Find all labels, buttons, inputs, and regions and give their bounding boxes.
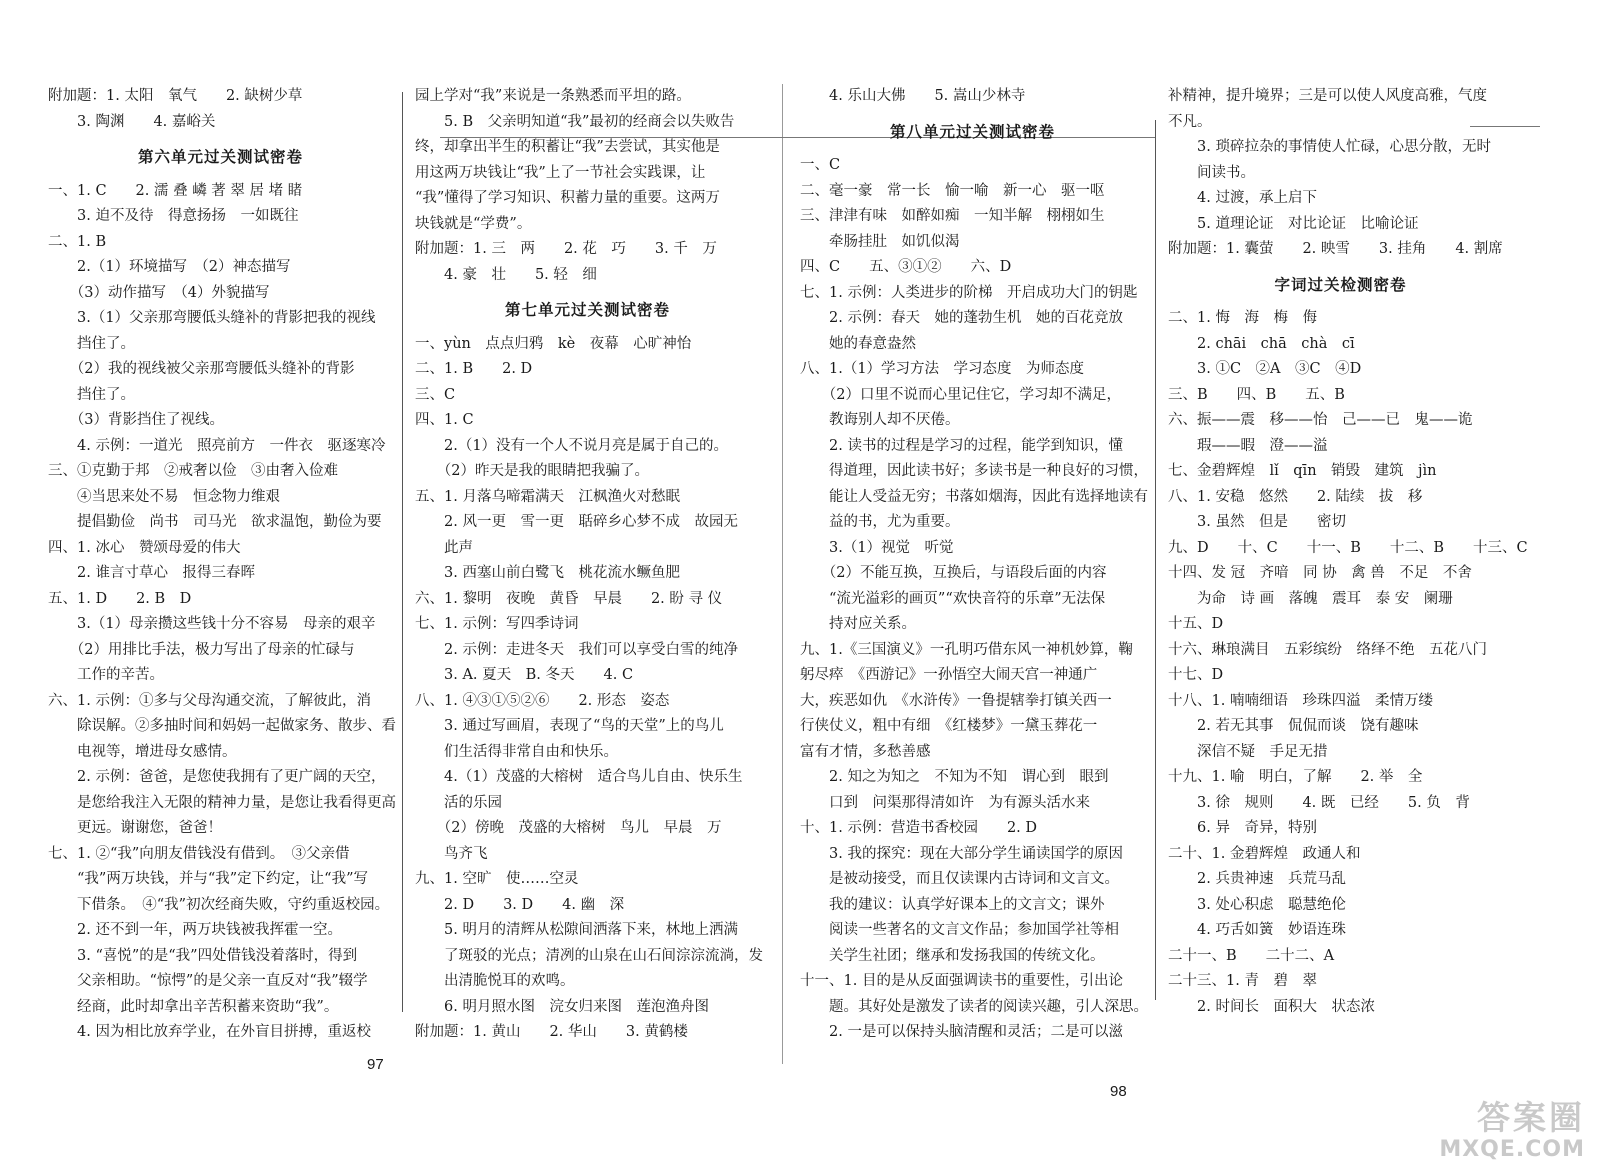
answer-line: 大，疾恶如仇 《水浒传》一鲁提辖拳打镇关西一 [800, 692, 1112, 709]
answer-line: 3. 处心积虑 聪慧绝伦 [1168, 896, 1346, 913]
answer-line: 3. 迫不及待 得意扬扬 一如既往 [48, 208, 299, 224]
column-divider-left [402, 92, 403, 1012]
answer-line: 5. B 父亲明知道“我”最初的经商会以失败告 [415, 113, 735, 130]
answer-line: 六、振——震 移——怡 己——已 鬼——诡 [1168, 412, 1473, 428]
answer-line: 瑕——暇 澄——溢 [1168, 437, 1328, 454]
answer-line: 更远。谢谢您，爸爸！ [48, 820, 222, 836]
answer-line: 2. 风一更 雪一更 聒碎乡心梦不成 故园无 [415, 514, 738, 530]
answer-line: 教诲别人却不厌倦。 [800, 412, 960, 428]
answer-line: 四、C 五、③①② 六、D [800, 259, 1012, 275]
answer-line: 2. 示例：春天 她的蓬勃生机 她的百花竞放 [800, 310, 1123, 326]
answer-line: 5. 明月的清辉从松隙间洒落下来，林地上洒满 [415, 922, 738, 938]
answer-line: 持对应关系。 [800, 616, 916, 632]
answer-line: 4. 乐山大佛 5. 嵩山少林寺 [800, 88, 1026, 104]
answer-line: 牵肠挂肚 如饥似渴 [800, 233, 960, 250]
answer-line: 2. 知之为知之 不知为不知 谓心到 眼到 [800, 769, 1109, 785]
answer-line: 5. 道理论证 对比论证 比喻论证 [1168, 215, 1419, 232]
answer-line: 4. 豪 壮 5. 轻 细 [415, 266, 597, 283]
answer-line: 二十、1. 金碧辉煌 政通人和 [1168, 845, 1361, 862]
answer-line: 她的春意盎然 [800, 335, 916, 352]
answer-line: 出清脆悦耳的欢鸣。 [415, 973, 575, 989]
answer-line: 补精神，提升境界；三是可以使人风度高雅，气度 [1168, 88, 1487, 104]
answer-column-4 [1168, 84, 1528, 1020]
answer-line: 四、1. C [415, 412, 474, 428]
answer-line: 附加题：1. 黄山 2. 华山 3. 黄鹤楼 [415, 1024, 688, 1040]
answer-line: （2）不能互换，互换后，与语段后面的内容 [800, 565, 1107, 581]
answer-line: 九、1.《三国演义》一孔明巧借东风一神机妙算，鞠 [800, 641, 1133, 658]
answer-line: 十四、发 冠 齐喑 同 协 禽 兽 不足 不舍 [1168, 565, 1472, 581]
answer-line: 6. 明月照水图 浣女归来图 莲泡渔舟图 [415, 998, 709, 1015]
answer-line: 2. D 3. D 4. 幽 深 [415, 896, 625, 913]
answer-line: （3）背影挡住了视线。 [48, 412, 224, 428]
answer-line: 九、D 十、C 十一、B 十二、B 十三、C [1168, 539, 1528, 556]
answer-line: 阅读一些著名的文言文作品；参加国学社等相 [800, 922, 1119, 938]
answer-line: 三、津津有味 如醉如痴 一知半解 栩栩如生 [800, 208, 1105, 224]
answer-line: 2. 一是可以保持头脑清醒和灵活；二是可以滋 [800, 1024, 1123, 1040]
answer-line: 七、1. 示例：写四季诗词 [415, 616, 579, 632]
answer-line: 活的乐园 [415, 794, 502, 811]
answer-line: 四、1. 冰心 赞颂母爱的伟大 [48, 539, 241, 556]
answer-line: “流光溢彩的画页”“欢快音符的乐章”无法保 [800, 590, 1106, 607]
answer-line: （2）口里不说而心里记住它，学习却不满足， [800, 386, 1121, 403]
answer-line: 附加题：1. 囊萤 2. 映雪 3. 挂角 4. 割席 [1168, 241, 1503, 257]
answer-line: 二、1. 悔 海 梅 侮 [1168, 310, 1317, 326]
answer-line: 父亲相助。“惊愕”的是父亲一直反对“我”辍学 [48, 973, 368, 989]
answer-line: “我”两万块钱，并与“我”定下约定，让“我”写 [48, 871, 368, 887]
answer-line: 3. 琐碎拉杂的事情使人忙碌，心思分散，无时 [1168, 139, 1491, 155]
answer-line: 一、1. C 2. 濡 叠 嶙 著 翠 居 堵 睹 [48, 182, 303, 199]
answer-line: 九、1. 空旷 使……空灵 [415, 871, 579, 887]
answer-line: 此声 [415, 539, 473, 556]
answer-line: 3.（1）母亲攒这些钱十分不容易 母亲的艰辛 [48, 616, 376, 632]
answer-line: 2. 示例：爸爸，是您使我拥有了更广阔的天空， [48, 769, 386, 785]
answer-line: 3.（1）视觉 听觉 [800, 539, 954, 556]
section-heading: 字词过关检测密卷 [1274, 275, 1407, 294]
answer-line: 终，却拿出半生的积蓄让“我”去尝试，其实他是 [415, 139, 720, 155]
page-number-left: 97 [367, 1056, 384, 1073]
answer-line: 五、1. D 2. B D [48, 590, 192, 607]
answer-line: 十五、D [1168, 616, 1224, 632]
answer-line: 附加题：1. 太阳 氧气 2. 缺树少草 [48, 88, 303, 104]
answer-line: 口到 问渠那得清如许 为有源头活水来 [800, 794, 1090, 811]
answer-line: 3. 虽然 但是 密切 [1168, 514, 1346, 530]
answer-line: 挡住了。 [48, 386, 135, 403]
answer-line: （2）傍晚 茂盛的大榕树 鸟儿 早晨 万 [415, 820, 722, 836]
answer-line: 二、1. B 2. D [415, 361, 533, 377]
answer-line: 六、1. 黎明 夜晚 黄昏 早晨 2. 盼 寻 仪 [415, 590, 723, 607]
answer-line: 益的书，尤为重要。 [800, 514, 960, 530]
answer-line: 十、1. 示例：营造书香校园 2. D [800, 820, 1038, 836]
answer-line: 八、1. ④③①⑤②⑥ 2. 形态 姿态 [415, 692, 670, 709]
answer-column-1 [48, 84, 396, 1046]
answer-line: 我的建议：认真学好课本上的文言文；课外 [800, 896, 1105, 913]
answer-line: 一、yùn 点点归鸦 kè 夜幕 心旷神怡 [415, 335, 692, 352]
answer-line: 题。其好处是激发了读者的阅读兴趣，引人深思。 [800, 998, 1148, 1015]
answer-line: 附加题：1. 三 两 2. 花 巧 3. 千 万 [415, 241, 717, 257]
answer-line: 们生活得非常自由和快乐。 [415, 743, 618, 760]
answer-line: 躬尽瘁 《西游记》一孙悟空大闹天宫一神通广 [800, 667, 1098, 683]
answer-line: （2）我的视线被父亲那弯腰低头缝补的背影 [48, 361, 355, 377]
answer-line: 3. 西塞山前白鹭飞 桃花流水鳜鱼肥 [415, 565, 680, 581]
answer-line: 6. 异 奇异，特别 [1168, 820, 1317, 836]
answer-line: 用这两万块钱让“我”上了一节社会实践课，让 [415, 164, 706, 181]
answer-line: 十八、1. 喃喃细语 珍珠四溢 柔情万缕 [1168, 692, 1433, 709]
answer-line: 不凡。 [1168, 113, 1212, 130]
answer-line: 2. 谁言寸草心 报得三春晖 [48, 565, 255, 581]
answer-line: 二十一、B 二十二、A [1168, 947, 1335, 964]
answer-line: （2）用排比手法，极力写出了母亲的忙碌与 [48, 641, 355, 658]
answer-line: 3.（1）父亲那弯腰低头缝补的背影把我的视线 [48, 310, 376, 326]
answer-line: 提倡勤俭 尚书 司马光 欲求温饱，勤俭为要 [48, 514, 382, 530]
answer-line: 2. 时间长 面积大 状态浓 [1168, 998, 1375, 1015]
answer-line: 十六、琳琅满目 五彩缤纷 络绎不绝 五花八门 [1168, 641, 1487, 658]
answer-line: 是被动接受，而且仅读课内古诗词和文言文。 [800, 871, 1119, 887]
answer-line: 二十三、1. 青 碧 翠 [1168, 973, 1317, 989]
answer-line: 2.（1）没有一个人不说月亮是属于自己的。 [415, 437, 729, 454]
answer-line: 了斑驳的光点；清冽的山泉在山石间淙淙流淌，发 [415, 947, 763, 964]
answer-line: 间读书。 [1168, 164, 1255, 181]
answer-line: 2. 示例：走进冬天 我们可以享受白雪的纯净 [415, 641, 738, 658]
answer-line: 块钱就是“学费”。 [415, 215, 532, 232]
answer-line: 为命 诗 画 落魄 震耳 泰 安 阑珊 [1168, 590, 1453, 607]
answer-line: ④当思来处不易 恒念物力维艰 [48, 488, 280, 505]
section-heading: 第七单元过关测试密卷 [504, 301, 670, 319]
answer-line: “我”懂得了学习知识、积蓄力量的重要。这两万 [415, 190, 720, 206]
answer-line: 2. chāi chā chà cī [1168, 335, 1355, 352]
answer-line: 园上学对“我”来说是一条熟悉而平坦的路。 [415, 88, 691, 104]
answer-line: 电视等，增进母女感情。 [48, 743, 237, 760]
answer-line: 除误解。②多抽时间和妈妈一起做家务、散步、看 [48, 718, 396, 734]
answer-line: 3. 陶渊 4. 嘉峪关 [48, 113, 216, 130]
answer-line: 鸟齐飞 [415, 845, 488, 862]
answer-line: 富有才情，多愁善感 [800, 743, 931, 760]
answer-line: 4. 示例：一道光 照亮前方 一件衣 驱逐寒冷 [48, 437, 386, 454]
answer-line: 三、B 四、B 五、B [1168, 386, 1345, 403]
answer-line: 4. 因为相比放弃学业，在外盲目拼搏，重返校 [48, 1024, 371, 1040]
answer-line: 十一、1. 目的是从反面强调读书的重要性，引出论 [800, 973, 1123, 989]
answer-line: 3. A. 夏天 B. 冬天 4. C [415, 667, 634, 683]
answer-line: 是您给我注入无限的精神力量，是您让我看得更高 [48, 794, 396, 811]
answer-line: 下借条。 ④“我”初次经商失败，守约重返校园。 [48, 896, 390, 913]
answer-line: 十九、1. 喻 明白，了解 2. 举 全 [1168, 769, 1423, 785]
answer-line: 二、毫一豪 常一长 愉一喻 新一心 驱一呕 [800, 182, 1105, 199]
answer-line: 3. 通过写画眉，表现了“鸟的天堂”上的鸟儿 [415, 718, 724, 734]
watermark-url: MXQE.COM [1439, 1137, 1585, 1162]
answer-line: 行侠仗义，粗中有细 《红楼梦》一黛玉葬花一 [800, 718, 1098, 734]
answer-line: 深信不疑 手足无措 [1168, 743, 1328, 760]
watermark-logo: 答案圈 [1477, 1098, 1585, 1137]
answer-line: 挡住了。 [48, 335, 135, 352]
answer-column-2 [415, 84, 763, 1046]
answer-line: 经商，此时却拿出辛苦积蓄来资助“我”。 [48, 998, 339, 1015]
answer-line: 得道理，因此读书好；多读书是一种良好的习惯， [800, 463, 1148, 479]
answer-line: 3. 我的探究：现在大部分学生诵读国学的原因 [800, 845, 1123, 862]
answer-line: 八、1.（1）学习方法 学习态度 为师态度 [800, 361, 1085, 377]
center-fold-line [782, 84, 783, 1064]
column-divider-right [1155, 120, 1156, 1000]
answer-line: 七、金碧辉煌 lǐ qīn 销毁 建筑 jìn [1168, 463, 1437, 479]
answer-line: 2. 还不到一年，两万块钱被我挥霍一空。 [48, 922, 342, 938]
answer-line: 一、C [800, 157, 841, 173]
answer-line: 七、1. 示例：人类进步的阶梯 开启成功大门的钥匙 [800, 284, 1138, 301]
answer-line: （3）动作描写 （4）外貌描写 [48, 284, 270, 301]
page-number-right: 98 [1110, 1083, 1127, 1100]
section-heading: 第六单元过关测试密卷 [137, 148, 303, 166]
answer-column-3 [800, 84, 1148, 1046]
answer-line: 2. 若无其事 侃侃而谈 饶有趣味 [1168, 718, 1419, 734]
answer-line: 4. 巧舌如簧 妙语连珠 [1168, 922, 1346, 938]
answer-line: 3. ①C ②A ③C ④D [1168, 361, 1362, 377]
answer-line: 八、1. 安稳 悠然 2. 陆续 拔 移 [1168, 488, 1423, 505]
answer-line: 三、C [415, 386, 456, 403]
answer-line: 4.（1）茂盛的大榕树 适合鸟儿自由、快乐生 [415, 769, 743, 785]
answer-line: 4. 过渡，承上启下 [1168, 190, 1317, 206]
answer-line: 二、1. B [48, 233, 107, 250]
watermark [1360, 1098, 1585, 1162]
section-heading: 第八单元过关测试密卷 [889, 122, 1055, 141]
answer-line: 关学生社团；继承和发扬我国的传统文化。 [800, 947, 1105, 964]
answer-line: 3. “喜悦”的是“我”四处借钱没着落时，得到 [48, 947, 358, 964]
answer-line: 工作的辛苦。 [48, 667, 164, 683]
answer-line: 七、1. ②“我”向朋友借钱没有借到。 ③父亲借 [48, 845, 350, 862]
answer-line: 2. 读书的过程是学习的过程，能学到知识，懂 [800, 437, 1123, 454]
answer-line: 2. 兵贵神速 兵荒马乱 [1168, 871, 1346, 887]
answer-line: 能让人受益无穷；书落如烟海，因此有选择地读有 [800, 488, 1148, 505]
answer-line: 3. 徐 规则 4. 既 已经 5. 负 背 [1168, 794, 1470, 811]
answer-line: 三、①克勤于邦 ②戒奢以俭 ③由奢入俭难 [48, 463, 338, 479]
answer-line: 十七、D [1168, 667, 1224, 683]
answer-line: 六、1. 示例：①多与父母沟通交流，了解彼此，消 [48, 692, 371, 709]
answer-line: 2.（1）环境描写 （2）神态描写 [48, 259, 291, 275]
answer-line: （2）昨天是我的眼睛把我骗了。 [415, 463, 649, 479]
answer-line: 五、1. 月落乌啼霜满天 江枫渔火对愁眠 [415, 488, 680, 505]
